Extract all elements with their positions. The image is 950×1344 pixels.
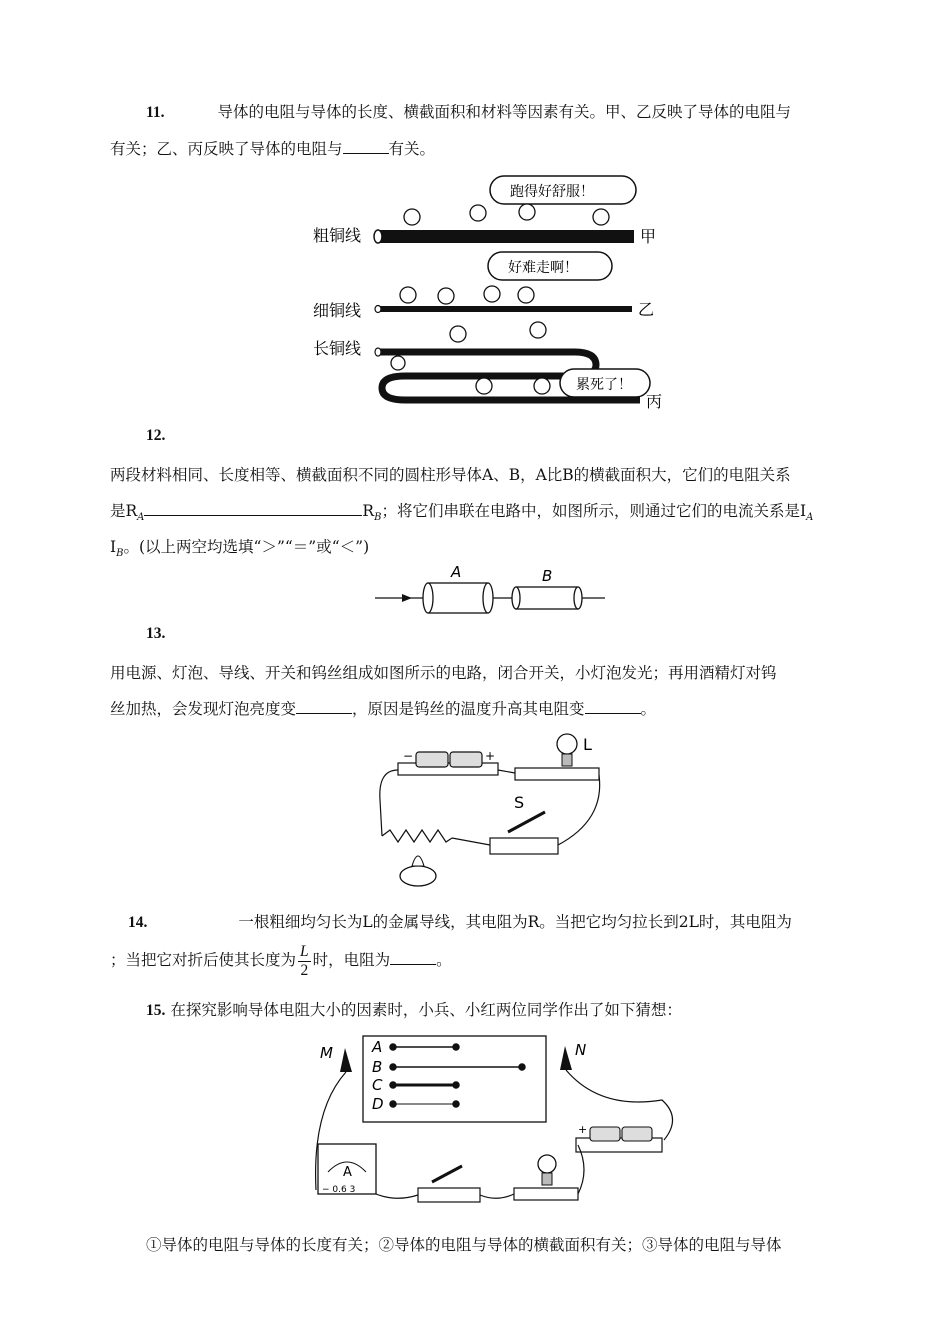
wire-label-a: A bbox=[372, 1038, 383, 1056]
svg-text:累死了！: 累死了！ bbox=[576, 377, 632, 393]
q13-line2: 丝加热，会发现灯泡亮度变 ，原因是钨丝的温度升高其电阻变 。 bbox=[110, 697, 845, 719]
label-s: S bbox=[514, 793, 525, 812]
q12-line2: 是$R_A$ $R_B$；将它们串联在电路中，如图所示，则通过它们的电流关系是$I_A$ bbox=[110, 499, 845, 523]
q12-line3: $I_B$。(以上两空均选填“＞”“＝”或“＜”) bbox=[110, 538, 370, 560]
q11-text-2b: 有关。 bbox=[388, 140, 436, 158]
q14-text-1: 一根粗细均匀长为L的金属导线，其电阻为R。当把它均匀拉长到2L时，其电阻为 bbox=[238, 913, 792, 931]
q12-text-3b: 。(以上两空均选填“＞”“＝”或“＜”) bbox=[123, 538, 370, 556]
q15-text-2: ①导体的电阻与导体的长度有关；②导体的电阻与导体的横截面积有关；③导体的电阻与导体 bbox=[146, 1236, 782, 1254]
switch-base-2 bbox=[418, 1188, 480, 1202]
q14-line2: ；当把它对折后使其长度为 $\frac{L}{2}$ 时，电阻为 。 bbox=[110, 943, 452, 979]
label-a: A bbox=[451, 563, 462, 581]
clip-n bbox=[560, 1046, 572, 1070]
q15-text-1: 在探究影响导体电阻大小的因素时，小兵、小红两位同学作出了如下猜想： bbox=[170, 1001, 682, 1019]
label-n: N bbox=[575, 1041, 587, 1059]
q15-number: 15. bbox=[146, 1002, 166, 1019]
label-long-copper: 长铜线 bbox=[313, 339, 362, 358]
fraction-l-over-2: $\frac{L}{2}$ bbox=[300, 943, 309, 979]
wire-label-b: B bbox=[372, 1058, 383, 1076]
q11-text-1: 导体的电阻与导体的长度、横截面积和材料等因素有关。甲、乙反映了导体的电阻与 bbox=[217, 103, 791, 121]
q12-text-2a: 是R bbox=[110, 502, 138, 520]
tag-bing: 丙 bbox=[646, 392, 663, 411]
q12-number: 12. bbox=[146, 427, 166, 444]
label-l: L bbox=[583, 735, 592, 754]
clip-m bbox=[340, 1048, 352, 1072]
q11-number: 11. bbox=[146, 104, 165, 121]
tag-yi: 乙 bbox=[638, 300, 655, 319]
tag-jia: 甲 bbox=[640, 227, 657, 246]
q11-text-2a: 有关；乙、丙反映了导体的电阻与 bbox=[110, 140, 343, 158]
q15-line2 bbox=[110, 1233, 845, 1255]
q13-number: 13. bbox=[146, 625, 166, 642]
wire-label-d: D bbox=[372, 1095, 384, 1113]
label-b: B bbox=[542, 567, 553, 585]
label-thick-copper: 粗铜线 bbox=[313, 226, 362, 245]
q14-number: 14. bbox=[128, 914, 148, 931]
svg-text:跑得好舒服！: 跑得好舒服！ bbox=[510, 184, 594, 200]
svg-text:好难走啊！: 好难走啊！ bbox=[508, 260, 578, 276]
lamp-base-2 bbox=[514, 1188, 578, 1200]
wire-label-c: C bbox=[372, 1076, 383, 1094]
svg-text:A: A bbox=[343, 1165, 352, 1180]
label-thin-copper: 细铜线 bbox=[313, 301, 362, 320]
svg-text:+: + bbox=[578, 1123, 588, 1136]
svg-text:−: − bbox=[403, 749, 414, 763]
q12-text-2c: ；将它们串联在电路中，如图所示，则通过它们的电流关系是I bbox=[381, 502, 807, 520]
svg-text:+: + bbox=[485, 749, 496, 763]
svg-text:− 0.6 3: − 0.6 3 bbox=[322, 1185, 356, 1195]
q12-text-1: 两段材料相同、长度相等、横截面积不同的圆柱形导体A、B，A比B的横截面积大，它们的电阻关系 bbox=[110, 466, 791, 484]
q13-text-1: 用电源、灯泡、导线、开关和钨丝组成如图所示的电路，闭合开关，小灯泡发光；再用酒精灯对钨 bbox=[110, 664, 777, 682]
label-m: M bbox=[320, 1044, 333, 1062]
